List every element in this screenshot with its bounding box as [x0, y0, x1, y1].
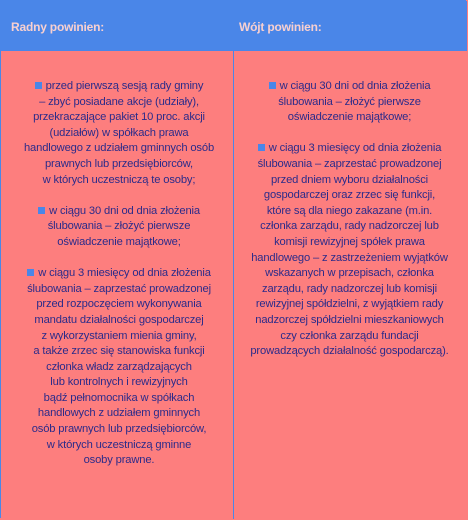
bullet-text-line: nadzorczej spółdzielni mieszkaniowych — [255, 313, 444, 326]
bullet-text-line: ślubowania – złożyć pierwsze — [47, 220, 191, 233]
bullet-text-line: prawnych lub przedsiębiorców, — [44, 157, 193, 170]
bullet-text-line: w których uczestniczą te osoby; — [42, 173, 196, 186]
bullet-text-line: w których uczestniczą gminne — [46, 438, 192, 451]
bullet-text-line: mandatu działalności gospodarczej — [34, 313, 204, 326]
bullet-text-line: a także zrzec się stanowiska funkcji — [33, 345, 205, 358]
bullet-text-line: handlowego z udziałem gminnych osób — [23, 142, 215, 155]
bullet-square-icon — [27, 269, 34, 276]
bullet-text-line: rewizyjnej spółdzielni, z wyjątkiem rady — [255, 298, 444, 311]
bullet-text-line: czy członka zarządu fundacji — [280, 329, 419, 342]
bullet-text-line: osoby prawne. — [83, 454, 155, 467]
bullet-text-line: (udziałów) w spółkach prawa — [49, 126, 189, 139]
bullet-square-icon — [269, 82, 276, 89]
bullet-item — [11, 79, 227, 188]
bullet-text-line: handlowego – z zastrzeżeniem wyjątków — [251, 251, 448, 264]
bullet-text-line: oświadczenie majątkowe; — [287, 111, 412, 124]
bullet-text-line: przed dniem wyboru działalności — [270, 173, 429, 186]
bullet-item — [238, 141, 461, 359]
bullet-item — [11, 204, 227, 251]
bullet-text-line: ślubowania – zaprzestać prowadzonej — [27, 282, 211, 295]
bullet-text-line: członka władz zarządzających — [46, 360, 192, 373]
bullet-text-line: w ciągu 30 dni od dnia złożenia — [11, 204, 227, 220]
bullet-text-line: – zbyć posiadane akcje (udziały), — [39, 95, 199, 108]
bullet-text-line: handlowych z udziałem gminnych — [37, 407, 201, 420]
header-wojt: Wójt powinien: — [234, 1, 467, 51]
bullet-text-line: ślubowania – złożyć pierwsze — [278, 95, 421, 108]
bullet-text-line: które są dla niego zakazane (m.in. — [266, 204, 433, 217]
bullet-text-line: oświadczenie majątkowe; — [57, 235, 181, 248]
bullet-text-line: komisji rewizyjnej spółek prawa — [274, 235, 425, 248]
column-wojt — [234, 51, 467, 519]
bullet-text-line: członka zarządu, rady nadzorczej lub — [260, 220, 439, 233]
bullet-text-line: zarządu, rady nadzorczej lub komisji — [262, 282, 437, 295]
bullet-text-line: z wykorzystaniem mienia gminy, — [41, 329, 197, 342]
bullet-text-line: prowadzących działalność gospodarczą). — [250, 345, 449, 358]
bullet-text-line: w ciągu 3 miesięcy od dnia złożenia — [238, 141, 461, 157]
bullet-text-line: w ciągu 30 dni od dnia złożenia — [238, 79, 461, 95]
bullet-text-line: w ciągu 3 miesięcy od dnia złożenia — [11, 266, 227, 282]
bullet-text-line: osób prawnych lub przedsiębiorców, — [31, 423, 207, 436]
bullet-item — [238, 79, 461, 126]
bullet-item — [11, 266, 227, 469]
header-radny: Radny powinien: — [1, 1, 234, 51]
bullet-text-line: bądź pełnomocnika w spółkach — [43, 391, 195, 404]
bullet-text-line: wskazanych w przepisach, członka — [265, 267, 434, 280]
bullet-square-icon — [38, 207, 45, 214]
bullet-text-line: przekraczające pakiet 10 proc. akcji — [33, 111, 205, 124]
bullet-text-line: gospodarczej oraz zrzec się funkcji, — [263, 189, 436, 202]
bullet-text-line: ślubowania – zaprzestać prowadzonej — [257, 157, 442, 170]
bullet-text-line: przed pierwszą sesją rady gminy — [11, 79, 227, 95]
bullet-text-line: przed rozpoczęciem wykonywania — [36, 298, 202, 311]
column-radny — [1, 51, 234, 519]
bullet-text-line: lub kontrolnych i rewizyjnych — [50, 376, 188, 389]
bullet-square-icon — [35, 82, 42, 89]
bullet-square-icon — [258, 144, 265, 151]
